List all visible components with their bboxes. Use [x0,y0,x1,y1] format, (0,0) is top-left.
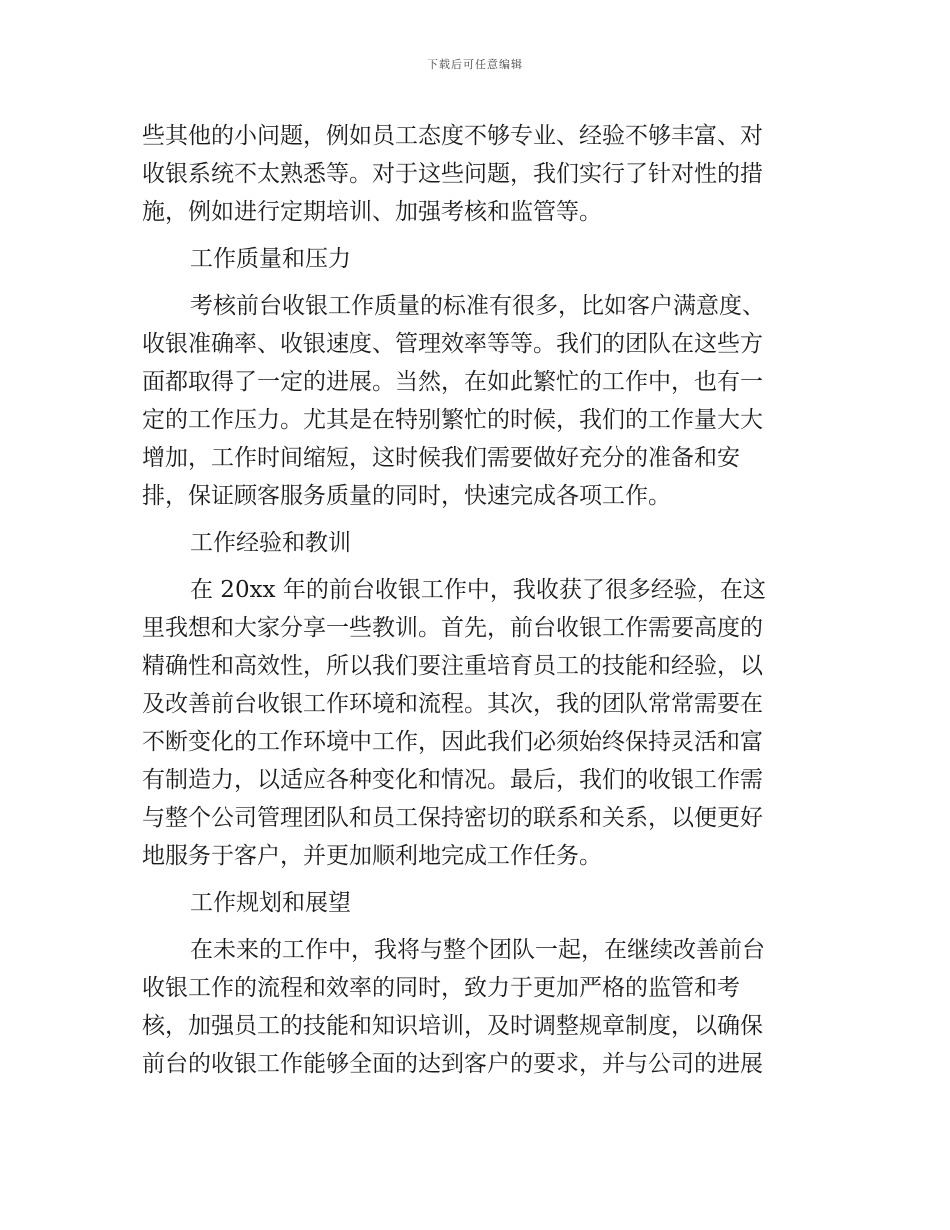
text-line: 些其他的小问题，例如员工态度不够专业、经验不够丰富、对 [142,123,763,149]
section-heading-planning: 工作规划和展望 [190,890,351,916]
text-line: 定的工作压力。尤其是在特别繁忙的时候，我们的工作量大大 [142,407,763,433]
text-line: 前台的收银工作能够全面的达到客户的要求，并与公司的进展 [142,1051,763,1077]
paragraph-experience [142,571,810,875]
text-line: 面都取得了一定的进展。当然，在如此繁忙的工作中，也有一 [142,369,763,395]
text-line: 精确性和高效性，所以我们要注重培育员工的技能和经验，以 [142,653,763,679]
paragraph-planning [142,931,810,1083]
text-line: 在未来的工作中，我将与整个团队一起，在继续改善前台 [190,937,765,963]
text-line: 与整个公司管理团队和员工保持密切的联系和关系，以便更好 [142,805,763,831]
paragraph-quality [142,287,810,515]
text-line: 里我想和大家分享一些教训。首先，前台收银工作需要高度的 [142,615,763,641]
text-line: 考核前台收银工作质量的标准有很多，比如客户满意度、 [190,293,765,319]
text-line: 核，加强员工的技能和知识培训，及时调整规章制度，以确保 [142,1013,763,1039]
text-line: 在 20xx 年的前台收银工作中，我收获了很多经验，在这 [190,577,766,603]
section-heading-experience: 工作经验和教训 [190,530,351,556]
text-line: 收银准确率、收银速度、管理效率等等。我们的团队在这些方 [142,331,763,357]
text-line: 地服务于客户，并更加顺利地完成工作任务。 [142,843,602,869]
paragraph-intro-continuation [142,117,810,231]
document-body [142,117,810,1083]
text-line: 有制造力，以适应各种变化和情况。最后，我们的收银工作需 [142,767,763,793]
text-line: 施，例如进行定期培训、加强考核和监管等。 [142,199,602,225]
text-line: 及改善前台收银工作环境和流程。其次，我的团队常常需要在 [142,691,763,717]
text-line: 不断变化的工作环境中工作，因此我们必须始终保持灵活和富 [142,729,763,755]
section-heading-quality: 工作质量和压力 [190,246,351,272]
page-header: 下载后可任意编辑 [427,58,523,71]
text-line: 收银工作的流程和效率的同时，致力于更加严格的监管和考 [142,975,740,1001]
text-line: 收银系统不太熟悉等。对于这些问题，我们实行了针对性的措 [142,161,763,187]
text-line: 排，保证顾客服务质量的同时，快速完成各项工作。 [142,483,671,509]
text-line: 增加，工作时间缩短，这时候我们需要做好充分的准备和安 [142,445,740,471]
